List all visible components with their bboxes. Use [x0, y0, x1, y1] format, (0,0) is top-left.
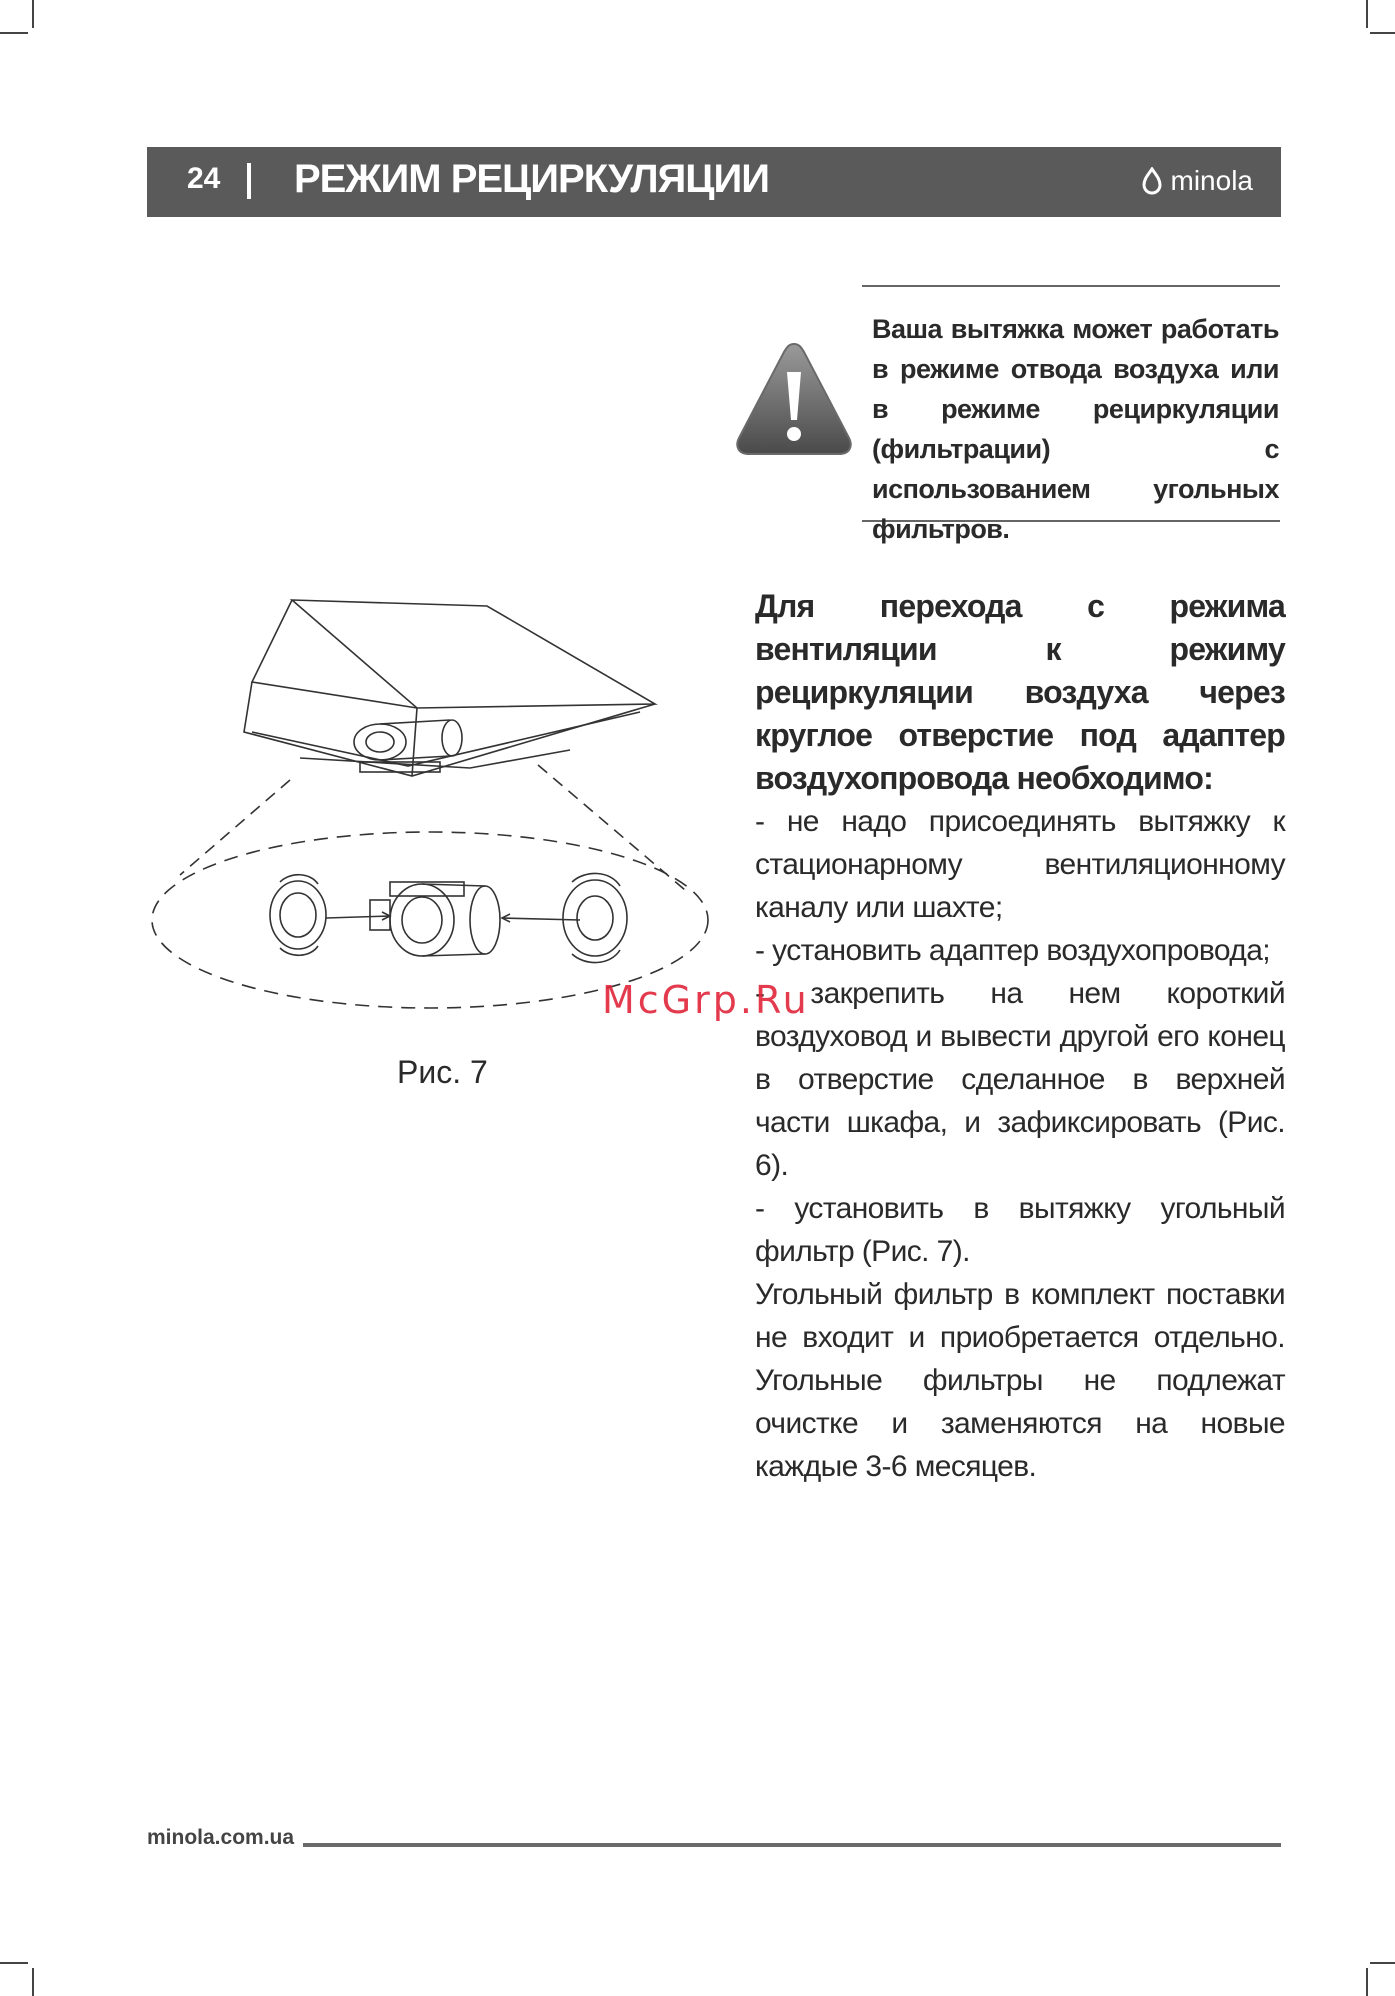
- watermark: McGrp.Ru: [602, 978, 810, 1022]
- instruction-step: - закрепить на нем короткий воздуховод и вывести другой его конец в отверстие сделанное в верхней части шкафа, и зафиксировать (Рис. 6).: [755, 977, 1285, 1182]
- brand-logo: [1141, 165, 1253, 197]
- crop-mark: [0, 32, 28, 34]
- page-number: 24: [187, 162, 221, 195]
- crop-mark: [0, 1962, 28, 1964]
- instruction-step: - установить в вытяжку угольный фильтр (Рис. 7).: [755, 1192, 1285, 1268]
- notice-text: Ваша вытяжка может работать в режиме отвода воздуха или в режиме рециркуляции (фильтрации) с использованием угольных фильтров.: [872, 314, 1279, 544]
- hood-filter-illustration: [140, 590, 720, 1030]
- crop-mark: [1370, 1962, 1395, 1964]
- warning-icon: [733, 338, 855, 462]
- instructions-note: Угольный фильтр в комплект поставки не входит и приобретается отдельно. Угольные фильтры не подлежат очистке и заменяются на новые каждые 3-6 месяцев.: [755, 1278, 1285, 1483]
- footer-divider: [303, 1843, 1281, 1847]
- figure-caption: Рис. 7: [397, 1054, 488, 1090]
- brand-name: minola: [1170, 165, 1253, 196]
- crop-mark: [32, 1968, 34, 1996]
- footer-url[interactable]: minola.com.ua: [147, 1826, 295, 1849]
- instructions-intro: Для перехода с режима вентиляции к режиму рециркуляции воздуха через круглое отверстие под адаптер воздухопровода необходимо:: [755, 588, 1285, 796]
- header-separator: [247, 163, 251, 199]
- crop-mark: [1366, 1968, 1368, 1996]
- page-title: РЕЖИМ РЕЦИРКУЛЯЦИИ: [294, 157, 770, 201]
- crop-mark: [1370, 32, 1395, 34]
- flame-icon: [1141, 167, 1163, 195]
- page-header: [147, 147, 1281, 217]
- crop-mark: [32, 0, 34, 28]
- instruction-step: - установить адаптер воздухопровода;: [755, 934, 1271, 967]
- instruction-step: - не надо присоединять вытяжку к стационарному вентиляционному каналу или шахте;: [755, 805, 1285, 924]
- instructions: [755, 585, 1285, 1488]
- crop-mark: [1366, 0, 1368, 28]
- notice-box: [862, 285, 1280, 544]
